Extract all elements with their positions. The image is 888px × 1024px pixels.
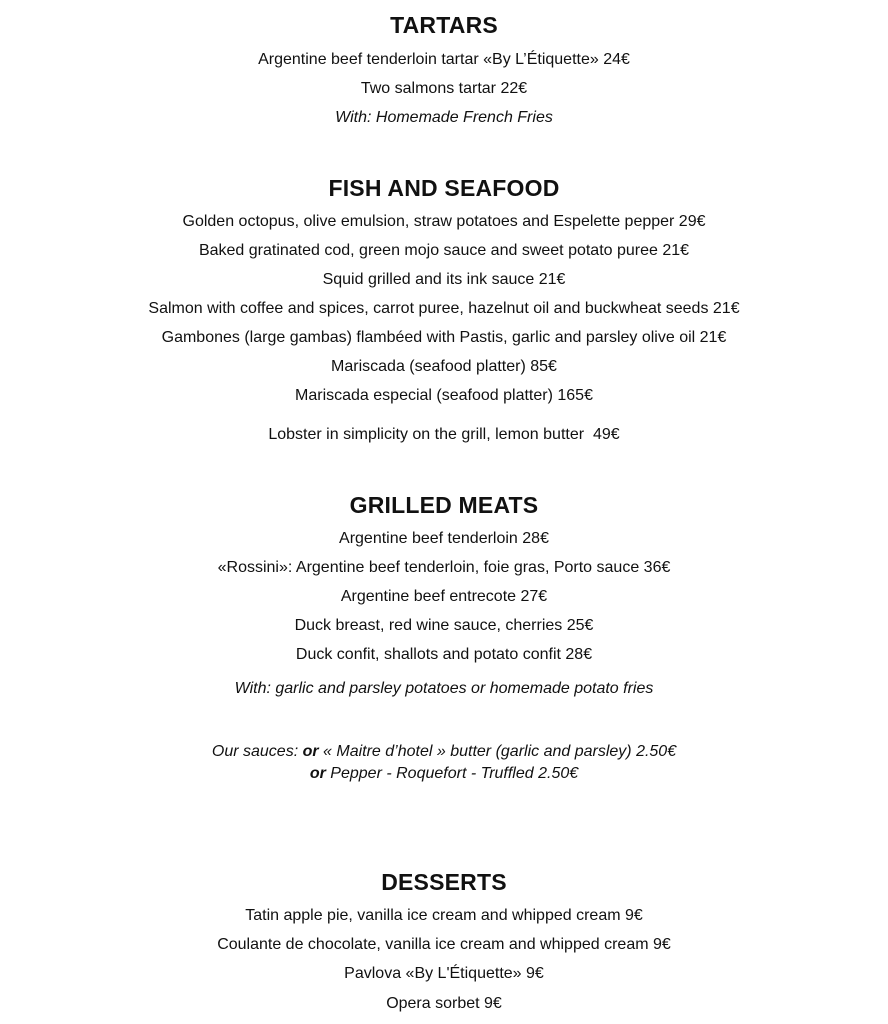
- menu-item: Squid grilled and its ink sauce 21€: [322, 271, 566, 288]
- menu-item: Golden octopus, olive emulsion, straw potatoes and Espelette pepper 29€: [182, 213, 706, 230]
- sauces-or: or: [309, 765, 326, 782]
- section-note-tartars: With: Homemade French Fries: [335, 109, 553, 126]
- menu-item: Lobster in simplicity on the grill, lemon butter 49€: [268, 426, 620, 443]
- menu-item: Coulante de chocolate, vanilla ice cream and whipped cream 9€: [217, 936, 671, 953]
- menu-item: Salmon with coffee and spices, carrot puree, hazelnut oil and buckwheat seeds 21€: [148, 300, 740, 317]
- section-title-grilled-meats: GRILLED MEATS: [349, 492, 539, 518]
- section-title-tartars: TARTARS: [390, 12, 498, 38]
- sauces-line-1: [0, 742, 888, 761]
- menu-item: Gambones (large gambas) flambéed with Pastis, garlic and parsley olive oil 21€: [161, 329, 727, 346]
- section-title-fish-seafood: FISH AND SEAFOOD: [328, 175, 560, 201]
- menu-item: Tatin apple pie, vanilla ice cream and whipped cream 9€: [245, 907, 643, 924]
- sauces-line-2: [0, 764, 888, 783]
- menu-item: Argentine beef entrecote 27€: [340, 588, 548, 605]
- sauces-text: « Maitre d’hotel » butter (garlic and parsley) 2.50€: [318, 743, 677, 760]
- menu-item: Pavlova «By L'Étiquette» 9€: [344, 965, 544, 982]
- sauces-prefix: Our sauces:: [211, 743, 303, 760]
- section-title-desserts: DESSERTS: [381, 869, 507, 895]
- menu-item: Argentine beef tenderloin 28€: [339, 530, 549, 547]
- menu-item: Mariscada especial (seafood platter) 165€: [295, 387, 593, 404]
- menu-item: Two salmons tartar 22€: [360, 80, 528, 97]
- menu-item: Duck confit, shallots and potato confit 28€: [295, 646, 593, 663]
- menu-item: Argentine beef tenderloin tartar «By L’Étiquette» 24€: [258, 51, 630, 68]
- menu-item: «Rossini»: Argentine beef tenderloin, foie gras, Porto sauce 36€: [217, 559, 671, 576]
- sauces-text: Pepper - Roquefort - Truffled 2.50€: [325, 765, 579, 782]
- menu-item: Mariscada (seafood platter) 85€: [331, 358, 557, 375]
- menu-item: Baked gratinated cod, green mojo sauce and sweet potato puree 21€: [198, 242, 690, 259]
- menu-item: Opera sorbet 9€: [386, 995, 502, 1012]
- sauces-or: or: [302, 743, 319, 760]
- menu-item: Duck breast, red wine sauce, cherries 25€: [294, 617, 594, 634]
- section-note-grilled-meats: With: garlic and parsley potatoes or homemade potato fries: [234, 680, 654, 697]
